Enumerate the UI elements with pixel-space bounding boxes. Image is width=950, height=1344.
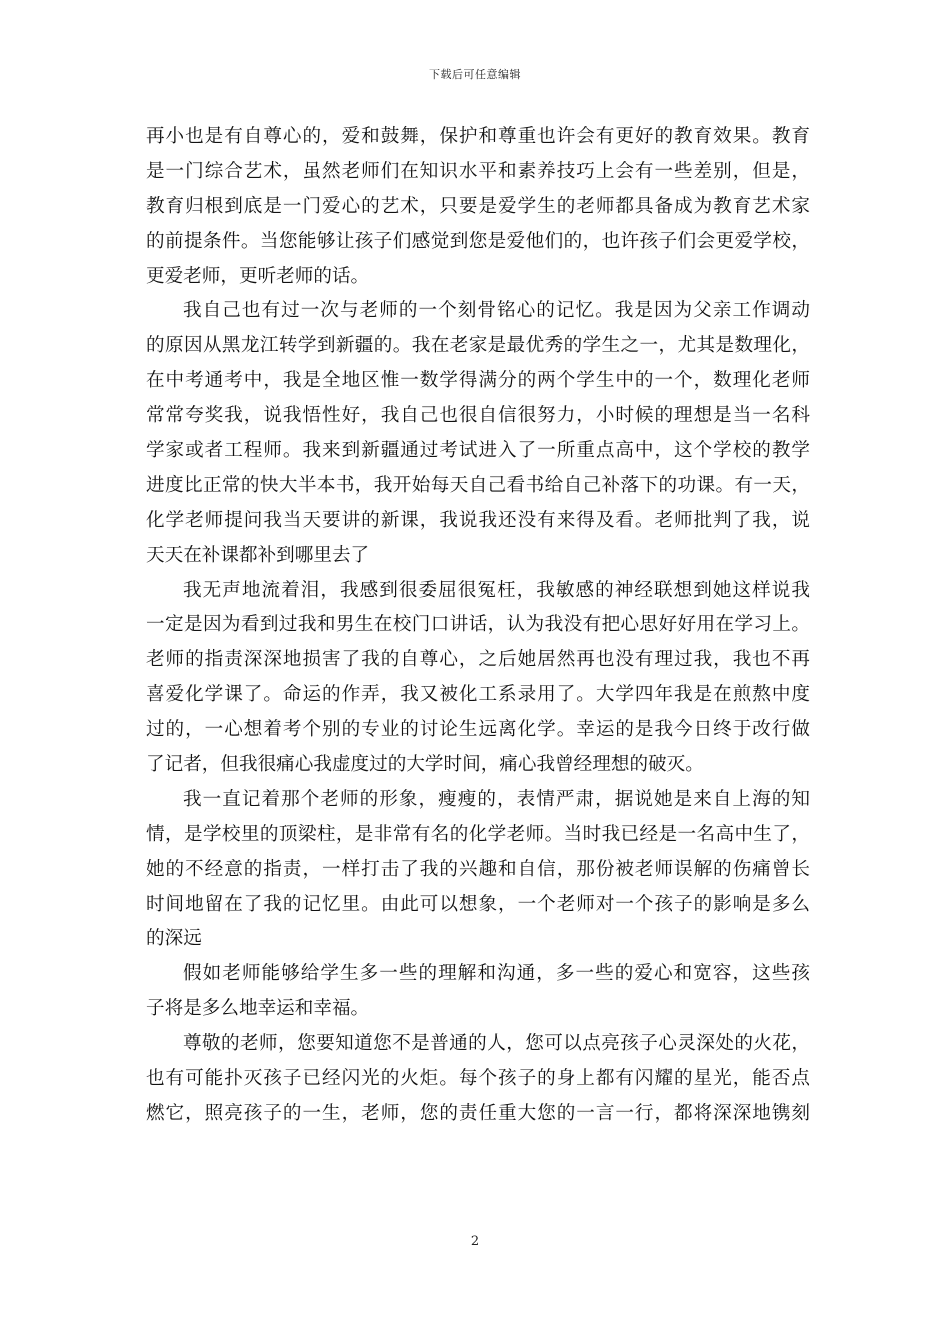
text-line: 喜爱化学课了。命运的作弄，我又被化工系录用了。大学四年我是在煎熬中度	[146, 684, 810, 706]
text-line: 子将是多么地幸运和幸福。	[146, 998, 370, 1020]
document-body	[146, 120, 810, 1132]
paragraph-start-line: 尊敬的老师，您要知道您不是普通的人，您可以点亮孩子心灵深处的火花，	[183, 1033, 810, 1055]
paragraph-start-line: 我自己也有过一次与老师的一个刻骨铭心的记忆。我是因为父亲工作调动	[183, 300, 810, 322]
text-line: 是一门综合艺术，虽然老师们在知识水平和素养技巧上会有一些差别，但是，	[146, 160, 810, 182]
text-line: 在中考通考中，我是全地区惟一数学得满分的两个学生中的一个，数理化老师	[146, 370, 810, 392]
text-line: 天天在补课都补到哪里去了	[146, 544, 370, 566]
text-line: 学家或者工程师。我来到新疆通过考试进入了一所重点高中，这个学校的教学	[146, 440, 810, 462]
text-line: 情，是学校里的顶梁柱，是非常有名的化学老师。当时我已经是一名高中生了，	[146, 823, 810, 845]
text-line: 老师的指责深深地损害了我的自尊心，之后她居然再也没有理过我，我也不再	[146, 649, 810, 671]
text-line: 教育归根到底是一门爱心的艺术，只要是爱学生的老师都具备成为教育艺术家	[146, 195, 810, 217]
paragraph-start-line: 我无声地流着泪，我感到很委屈很冤枉，我敏感的神经联想到她这样说我	[183, 579, 810, 601]
text-line: 的前提条件。当您能够让孩子们感觉到您是爱他们的，也许孩子们会更爱学校，	[146, 230, 810, 252]
text-line: 常常夸奖我，说我悟性好，我自己也很自信很努力，小时候的理想是当一名科	[146, 405, 810, 427]
paragraph-start-line: 假如老师能够给学生多一些的理解和沟通，多一些的爱心和宽容，这些孩	[183, 963, 810, 985]
page-header: 下载后可任意编辑	[429, 68, 521, 81]
text-line: 再小也是有自尊心的，爱和鼓舞，保护和尊重也许会有更好的教育效果。教育	[146, 126, 810, 147]
text-line: 化学老师提问我当天要讲的新课，我说我还没有来得及看。老师批判了我，说	[146, 509, 810, 531]
text-line: 更爱老师，更听老师的话。	[146, 265, 370, 287]
page-number: 2	[470, 1234, 480, 1249]
text-line: 一定是因为看到过我和男生在校门口讲话，认为我没有把心思好好用在学习上。	[146, 614, 810, 636]
text-line: 时间地留在了我的记忆里。由此可以想象，一个老师对一个孩子的影响是多么	[146, 893, 810, 915]
text-line: 的原因从黑龙江转学到新疆的。我在老家是最优秀的学生之一，尤其是数理化，	[146, 335, 810, 357]
text-line: 燃它，照亮孩子的一生，老师，您的责任重大您的一言一行，都将深深地镌刻	[146, 1102, 810, 1124]
text-line: 了记者，但我很痛心我虚度过的大学时间，痛心我曾经理想的破灭。	[146, 754, 704, 776]
paragraph-start-line: 我一直记着那个老师的形象，瘦瘦的，表情严肃，据说她是来自上海的知	[183, 788, 810, 810]
text-line: 的深远	[146, 928, 202, 950]
text-line: 她的不经意的指责，一样打击了我的兴趣和自信，那份被老师误解的伤痛曾长	[146, 858, 810, 880]
text-line: 过的，一心想着考个别的专业的讨论生远离化学。幸运的是我今日终于改行做	[146, 719, 810, 741]
text-line: 也有可能扑灭孩子已经闪光的火炬。每个孩子的身上都有闪耀的星光，能否点	[146, 1068, 810, 1090]
text-line: 进度比正常的快大半本书，我开始每天自己看书给自己补落下的功课。有一天，	[146, 474, 810, 496]
